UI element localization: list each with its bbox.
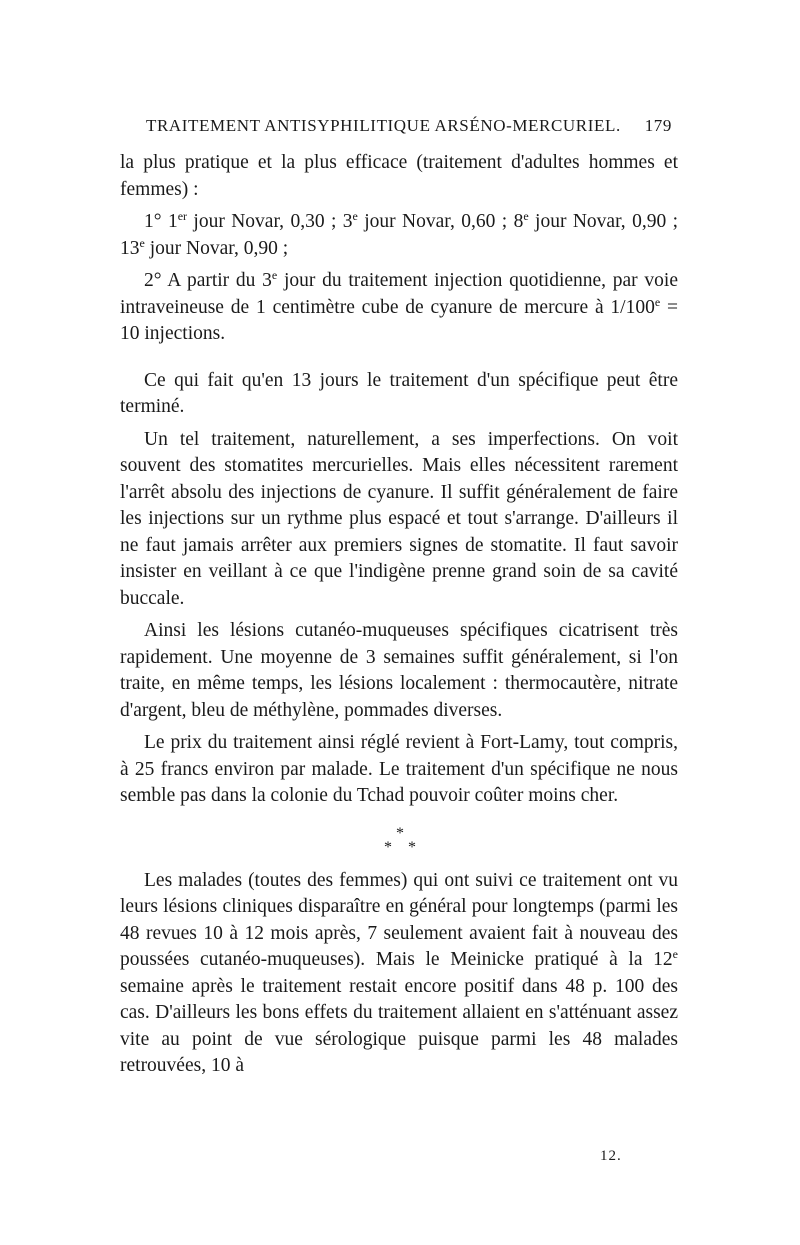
page-number: 179 [644, 116, 672, 135]
superscript: e [139, 235, 145, 250]
superscript: e [352, 209, 358, 223]
text-run: Les malades (toutes des femmes) qui ont suivi ce traitement ont vu leurs lésions cliniques disparaître en général pour longtemps (parmi les 48 revues 10 à 12 mois après, 7 seulement avaient fait à nouveau des poussées cutanéo-muqueuses). Mais le Meinicke pratiqué à la 12 [120, 869, 678, 970]
superscript: er [177, 209, 188, 223]
superscript: e [271, 268, 278, 282]
text-run: jour Novar, 0,60 ; 8 [357, 211, 524, 232]
text-run: semaine après le traitement restait encore positif dans 48 p. 100 des cas. D'ailleurs les bons effets du traitement allaient en s'atténuant assez vite au point de vue sérologique puisque parmi les 48 malades retrouvées, 10 à [120, 975, 678, 1076]
text-run: jour du traitement injection quotidienne, par voie intraveineuse de 1 centimètre cube de cyanure de mercure à 1/100 [120, 270, 678, 318]
paragraph-lesions: Ainsi les lésions cutanéo-muqueuses spécifiques cicatrisent très rapidement. Une moyenne de 3 semaines suffit généralement, si l'on traite, en même temps, les lésions localement : thermocautère, nitrate d'argent, bleu de méthylène, pommades diverses. [120, 620, 678, 721]
superscript: e [523, 209, 529, 223]
text-run: jour Novar, 0,90 ; 13 [120, 211, 678, 259]
signature-mark: 12. [600, 1148, 622, 1164]
paragraph-imperfections: Un tel traitement, naturellement, a ses imperfections. On voit souvent des stomatites mercurielles. Mais elles nécessitent rarement l'arrêt absolu des injections de cyanure. Il suffit généralement de faire les injections sur un rythme plus espacé et tout s'arrange. D'ailleurs il ne faut jamais arrêter aux premiers signes de stomatite. Il faut savoir insister en veillant à ce que l'indigène prenne grand soin de sa cavité buccale. [120, 428, 678, 609]
running-header [146, 116, 672, 140]
superscript: e [672, 947, 678, 961]
asterism-star-right: * [408, 838, 416, 856]
section-separator-asterism [120, 816, 678, 868]
paragraph-results [120, 868, 678, 1080]
body-text [120, 150, 678, 1080]
text-run: jour Novar, 0,30 ; 3 [187, 211, 353, 232]
paragraph-continuation: la plus pratique et la plus efficace (traitement d'adultes hommes et femmes) : [120, 152, 678, 200]
text-run: 2° A partir du 3 [144, 270, 272, 291]
list-item-novar-schedule [120, 209, 678, 262]
text-run: jour Novar, 0,90 ; [144, 237, 289, 259]
text-run: = 10 injections. [120, 296, 679, 344]
asterism-star-top: * [396, 824, 404, 842]
paragraph-cost: Le prix du traitement ainsi réglé revient à Fort-Lamy, tout compris, à 25 francs environ par malade. Le traitement d'un spécifique ne nous semble pas dans la colonie du Tchad pouvoir coûter moins cher. [120, 732, 678, 806]
asterism-star-left: * [384, 838, 392, 856]
text-run: 1° 1 [144, 211, 178, 232]
list-item-cyanure-injections [120, 268, 678, 348]
superscript: e [654, 294, 661, 309]
paragraph-duration: Ce qui fait qu'en 13 jours le traitement d'un spécifique peut être terminé. [120, 369, 678, 417]
running-header-title: TRAITEMENT ANTISYPHILITIQUE ARSÉNO-MERCURIEL. [146, 116, 621, 135]
